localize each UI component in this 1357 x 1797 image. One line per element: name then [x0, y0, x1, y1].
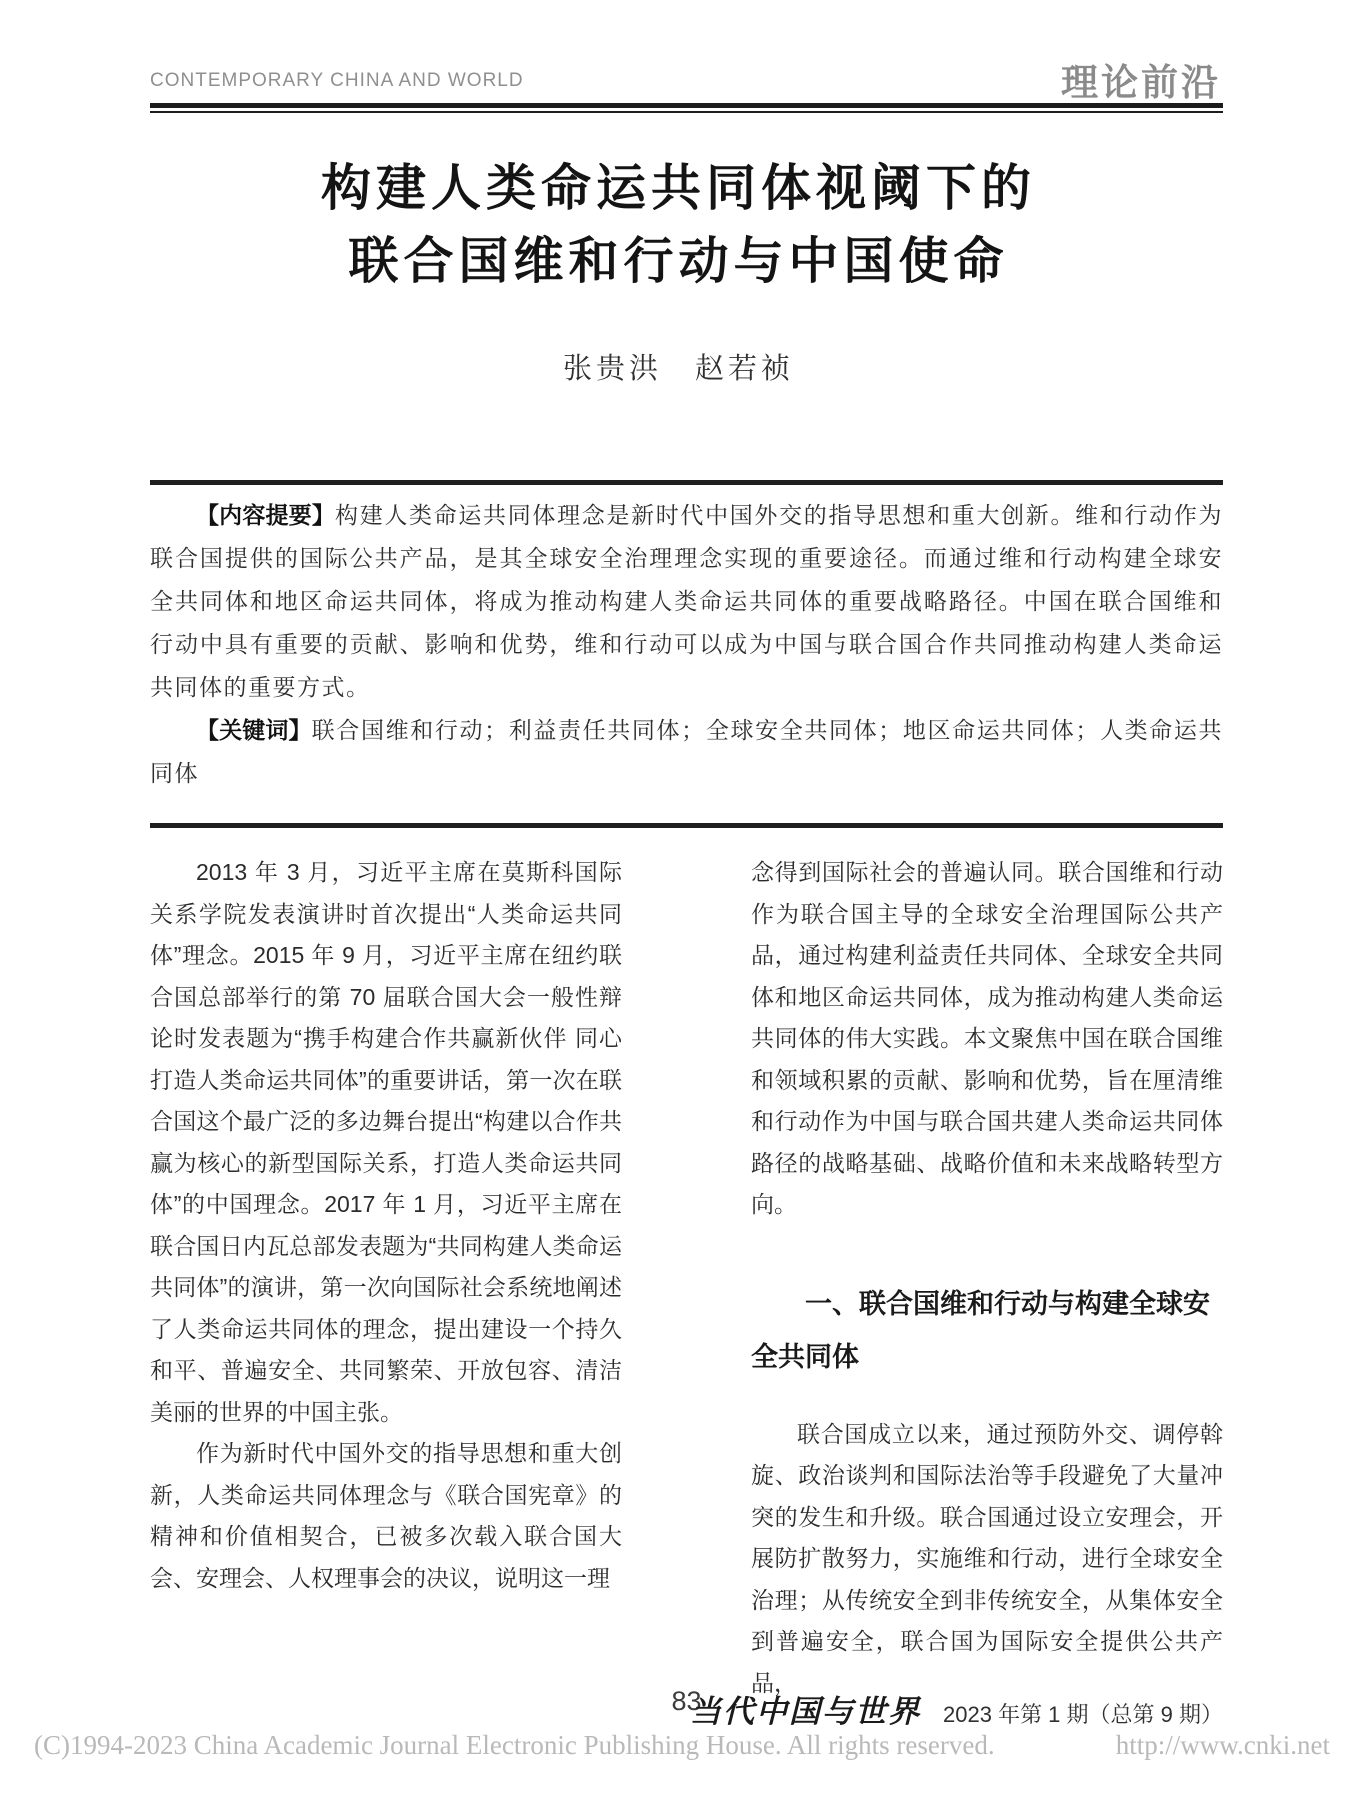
footer-journal-info: [690, 1686, 1223, 1731]
article-title-line2: 联合国维和行动与中国使命: [348, 233, 1009, 289]
header-divider-thin-line: [150, 111, 1223, 113]
body-column-left: [150, 852, 622, 1704]
abstract-divider-bottom: [150, 823, 1223, 828]
copyright-notice: (C)1994-2023 China Academic Journal Electronic Publishing House. All rights reserved.: [34, 1730, 995, 1760]
author-names: 张贵洪 赵若祯: [562, 353, 794, 385]
keywords-label: 【关键词】: [196, 717, 312, 743]
journal-english-title: CONTEMPORARY CHINA AND WORLD: [150, 70, 524, 91]
article-title-line1: 构建人类命运共同体视阈下的: [321, 160, 1036, 216]
abstract-paragraph: [150, 494, 1223, 709]
journal-name-calligraphy: 当代中国与世界: [690, 1694, 922, 1729]
body-column-right: [751, 852, 1223, 1704]
copyright-url: http://www.cnki.net: [1115, 1730, 1330, 1760]
abstract-divider-top: [150, 480, 1223, 485]
section-label: 理论前沿: [1061, 62, 1221, 103]
keywords-paragraph: [150, 709, 1223, 795]
page-footer: [150, 1686, 1223, 1729]
section-heading: 一、联合国维和行动与构建全球安全共同体: [751, 1288, 1210, 1372]
page-number: 83: [671, 1686, 702, 1716]
copyright-line: [34, 1730, 1330, 1761]
abstract-text: 构建人类命运共同体理念是新时代中国外交的指导思想和重大创新。维和行动作为联合国提供的国际公共产品，是其全球安全治理理念实现的重要途径。而通过维和行动构建全球安全共同体和地区命运共同体，将成为推动构建人类命运共同体的重要战略路径。中国在联合国维和行动中具有重要的贡献、影响和优势，维和行动可以成为中国与联合国合作共同推动构建人类命运共同体的重要方式。: [150, 503, 1224, 700]
issue-info: 2023 年第 1 期（总第 9 期）: [943, 1702, 1223, 1727]
body-paragraph: 联合国成立以来，通过预防外交、调停斡旋、政治谈判和国际法治等手段避免了大量冲突的发生和升级。联合国通过设立安理会，开展防扩散努力，实施维和行动，进行全球安全治理；从传统安全到非传统安全，从集体安全到普遍安全，联合国为国际安全提供公共产品，: [751, 1420, 1223, 1696]
header-divider: [150, 103, 1223, 113]
article-body: [150, 852, 1223, 1704]
header-divider-thick-line: [150, 103, 1223, 108]
body-paragraph: 2013 年 3 月，习近平主席在莫斯科国际关系学院发表演讲时首次提出“人类命运共同体”理念。2015 年 9 月，习近平主席在纽约联合国总部举行的第 70 届联合国大会一般性辩论时发表题为“携手构建合作共赢新伙伴 同心打造人类命运共同体”的重要讲话，第一次在联合国这个最广泛的多边舞台提出“构建以合作共赢为核心的新型国际关系，打造人类命运共同体”的中国理念。2017 年 1 月，习近平主席在联合国日内瓦总部发表题为“共同构建人类命运共同体”的演讲，第一次向国际社会系统地阐述了人类命运共同体的理念，提出建设一个持久和平、普遍安全、共同繁荣、开放包容、清洁美丽的世界的中国主张。: [150, 859, 622, 1425]
keywords-text: 联合国维和行动；利益责任共同体；全球安全共同体；地区命运共同体；人类命运共同体: [150, 718, 1224, 786]
abstract-block: [150, 494, 1223, 795]
article-title: [0, 152, 1357, 298]
abstract-label: 【内容提要】: [196, 502, 336, 528]
body-paragraph: 作为新时代中国外交的指导思想和重大创新，人类命运共同体理念与《联合国宪章》的精神和价值相契合，已被多次载入联合国大会、安理会、人权理事会的决议，说明这一理: [150, 1440, 622, 1591]
body-paragraph: 念得到国际社会的普遍认同。联合国维和行动作为联合国主导的全球安全治理国际公共产品，通过构建利益责任共同体、全球安全共同体和地区命运共同体，成为推动构建人类命运共同体的伟大实践。本文聚焦中国在联合国维和领域积累的贡献、影响和优势，旨在厘清维和行动作为中国与联合国共建人类命运共同体路径的战略基础、战略价值和未来战略转型方向。: [751, 859, 1223, 1217]
